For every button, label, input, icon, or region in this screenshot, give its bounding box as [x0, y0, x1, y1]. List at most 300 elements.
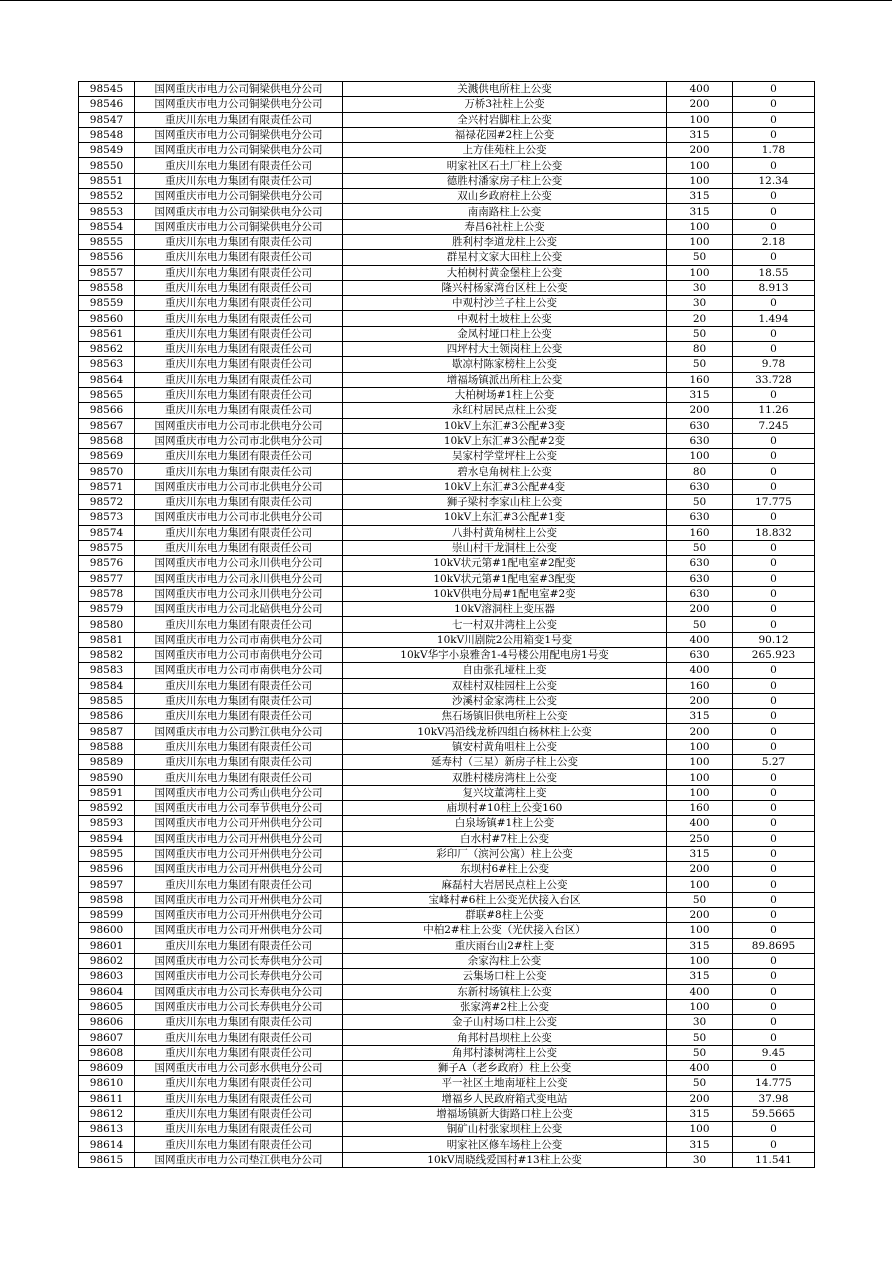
capacity-cell: 100	[667, 755, 733, 770]
capacity-cell: 630	[667, 586, 733, 601]
value-cell: 0	[733, 1015, 815, 1030]
value-cell: 0	[733, 342, 815, 357]
value-cell: 0	[733, 724, 815, 739]
transformer-name-cell: 增福场镇派出所柱上公变	[343, 372, 667, 387]
value-cell: 11.541	[733, 1152, 815, 1167]
capacity-cell: 50	[667, 1045, 733, 1060]
transformer-name-cell: 双胜村楼房湾柱上公变	[343, 770, 667, 785]
transformer-name-cell: 10kV供电分局#1配电室#2变	[343, 586, 667, 601]
capacity-cell: 200	[667, 403, 733, 418]
transformer-name-cell: 福禄花园#2柱上公变	[343, 127, 667, 142]
table-row	[79, 785, 815, 800]
transformer-name-cell: 余家沟柱上公变	[343, 953, 667, 968]
capacity-cell: 50	[667, 617, 733, 632]
transformer-name-cell: 德胜村潘家房子柱上公变	[343, 173, 667, 188]
value-cell: 0	[733, 464, 815, 479]
table-row	[79, 540, 815, 555]
table-row	[79, 112, 815, 127]
value-cell: 0	[733, 1137, 815, 1152]
company-cell: 国网重庆市电力公司铜梁供电分公司	[135, 127, 343, 142]
capacity-cell: 100	[667, 785, 733, 800]
transformer-name-cell: 张家湾#2柱上公变	[343, 999, 667, 1014]
transformer-name-cell: 群星村文家大田柱上公变	[343, 250, 667, 265]
capacity-cell: 315	[667, 846, 733, 861]
value-cell: 265.923	[733, 647, 815, 662]
company-cell: 国网重庆市电力公司长寿供电分公司	[135, 999, 343, 1014]
value-cell: 0	[733, 586, 815, 601]
capacity-cell: 315	[667, 1106, 733, 1121]
company-cell: 重庆川东电力集团有限责任公司	[135, 1091, 343, 1106]
row-id-cell: 98575	[79, 540, 135, 555]
value-cell: 0	[733, 433, 815, 448]
transformer-name-cell: 寿昌6社柱上公变	[343, 219, 667, 234]
row-id-cell: 98550	[79, 158, 135, 173]
value-cell: 1.78	[733, 143, 815, 158]
value-cell: 9.78	[733, 357, 815, 372]
capacity-cell: 100	[667, 449, 733, 464]
capacity-cell: 50	[667, 1076, 733, 1091]
company-cell: 国网重庆市电力公司市南供电分公司	[135, 647, 343, 662]
table-row	[79, 479, 815, 494]
capacity-cell: 400	[667, 663, 733, 678]
value-cell: 0	[733, 709, 815, 724]
capacity-cell: 100	[667, 112, 733, 127]
table-row	[79, 189, 815, 204]
row-id-cell: 98580	[79, 617, 135, 632]
table-row	[79, 250, 815, 265]
row-id-cell: 98603	[79, 969, 135, 984]
company-cell: 国网重庆市电力公司开州供电分公司	[135, 831, 343, 846]
transformer-name-cell: 中观村沙兰子柱上公变	[343, 296, 667, 311]
row-id-cell: 98562	[79, 342, 135, 357]
table-row	[79, 403, 815, 418]
transformer-name-cell: 10kV上东汇#3公配#4变	[343, 479, 667, 494]
capacity-cell: 100	[667, 265, 733, 280]
value-cell: 0	[733, 97, 815, 112]
row-id-cell: 98604	[79, 984, 135, 999]
capacity-cell: 630	[667, 418, 733, 433]
capacity-cell: 50	[667, 1030, 733, 1045]
row-id-cell: 98577	[79, 571, 135, 586]
row-id-cell: 98592	[79, 800, 135, 815]
table-row	[79, 632, 815, 647]
table-row	[79, 1045, 815, 1060]
company-cell: 国网重庆市电力公司市北供电分公司	[135, 418, 343, 433]
value-cell: 5.27	[733, 755, 815, 770]
row-id-cell: 98596	[79, 862, 135, 877]
transformer-name-cell: 四坪村大土领岗柱上公变	[343, 342, 667, 357]
capacity-cell: 160	[667, 678, 733, 693]
row-id-cell: 98595	[79, 846, 135, 861]
value-cell: 0	[733, 785, 815, 800]
transformer-name-cell: 隆兴村杨家湾台区柱上公变	[343, 280, 667, 295]
row-id-cell: 98564	[79, 372, 135, 387]
capacity-cell: 20	[667, 311, 733, 326]
table-row	[79, 739, 815, 754]
value-cell: 1.494	[733, 311, 815, 326]
row-id-cell: 98576	[79, 556, 135, 571]
capacity-cell: 200	[667, 908, 733, 923]
table-row	[79, 326, 815, 341]
table-row	[79, 755, 815, 770]
row-id-cell: 98589	[79, 755, 135, 770]
capacity-cell: 100	[667, 234, 733, 249]
company-cell: 重庆川东电力集团有限责任公司	[135, 158, 343, 173]
transformer-name-cell: 宝峰村#6柱上公变光伏接入台区	[343, 892, 667, 907]
table-row	[79, 173, 815, 188]
company-cell: 国网重庆市电力公司开州供电分公司	[135, 846, 343, 861]
value-cell: 37.98	[733, 1091, 815, 1106]
table-row	[79, 311, 815, 326]
company-cell: 国网重庆市电力公司彭水供电分公司	[135, 1061, 343, 1076]
data-table-container	[78, 81, 814, 1168]
company-cell: 国网重庆市电力公司铜梁供电分公司	[135, 143, 343, 158]
table-row	[79, 709, 815, 724]
value-cell: 9.45	[733, 1045, 815, 1060]
company-cell: 重庆川东电力集团有限责任公司	[135, 877, 343, 892]
capacity-cell: 400	[667, 1061, 733, 1076]
row-id-cell: 98555	[79, 234, 135, 249]
value-cell: 0	[733, 831, 815, 846]
transformer-name-cell: 胜利村李道龙柱上公变	[343, 234, 667, 249]
row-id-cell: 98598	[79, 892, 135, 907]
value-cell: 0	[733, 693, 815, 708]
company-cell: 国网重庆市电力公司黔江供电分公司	[135, 724, 343, 739]
row-id-cell: 98607	[79, 1030, 135, 1045]
capacity-cell: 315	[667, 1137, 733, 1152]
row-id-cell: 98568	[79, 433, 135, 448]
company-cell: 国网重庆市电力公司永川供电分公司	[135, 556, 343, 571]
company-cell: 国网重庆市电力公司开州供电分公司	[135, 862, 343, 877]
value-cell: 0	[733, 617, 815, 632]
value-cell: 0	[733, 969, 815, 984]
transformer-name-cell: 关溅供电所柱上公变	[343, 82, 667, 97]
table-row	[79, 923, 815, 938]
company-cell: 重庆川东电力集团有限责任公司	[135, 709, 343, 724]
capacity-cell: 200	[667, 693, 733, 708]
row-id-cell: 98591	[79, 785, 135, 800]
transformer-name-cell: 双山乡政府柱上公变	[343, 189, 667, 204]
table-row	[79, 1122, 815, 1137]
value-cell: 0	[733, 862, 815, 877]
row-id-cell: 98579	[79, 602, 135, 617]
value-cell: 0	[733, 82, 815, 97]
capacity-cell: 630	[667, 647, 733, 662]
company-cell: 重庆川东电力集团有限责任公司	[135, 372, 343, 387]
company-cell: 重庆川东电力集团有限责任公司	[135, 678, 343, 693]
transformer-name-cell: 庙坝村#10柱上公变160	[343, 800, 667, 815]
capacity-cell: 630	[667, 556, 733, 571]
table-row	[79, 1030, 815, 1045]
company-cell: 重庆川东电力集团有限责任公司	[135, 770, 343, 785]
company-cell: 重庆川东电力集团有限责任公司	[135, 693, 343, 708]
row-id-cell: 98606	[79, 1015, 135, 1030]
company-cell: 重庆川东电力集团有限责任公司	[135, 387, 343, 402]
row-id-cell: 98593	[79, 816, 135, 831]
row-id-cell: 98611	[79, 1091, 135, 1106]
table-row	[79, 892, 815, 907]
transformer-name-cell: 增福场镇新大街路口柱上公变	[343, 1106, 667, 1121]
company-cell: 重庆川东电力集团有限责任公司	[135, 280, 343, 295]
row-id-cell: 98573	[79, 510, 135, 525]
table-row	[79, 127, 815, 142]
table-row	[79, 82, 815, 97]
transformer-name-cell: 万桥3社柱上公变	[343, 97, 667, 112]
transformer-table	[78, 81, 815, 1168]
transformer-name-cell: 大柏树村黄金堡柱上公变	[343, 265, 667, 280]
table-row	[79, 724, 815, 739]
transformer-name-cell: 吴家村学堂坪柱上公变	[343, 449, 667, 464]
capacity-cell: 200	[667, 143, 733, 158]
transformer-name-cell: 10kV川剧院2公用箱变1号变	[343, 632, 667, 647]
row-id-cell: 98613	[79, 1122, 135, 1137]
capacity-cell: 30	[667, 280, 733, 295]
transformer-name-cell: 七一村双井湾柱上公变	[343, 617, 667, 632]
company-cell: 国网重庆市电力公司市南供电分公司	[135, 663, 343, 678]
transformer-name-cell: 白水村#7柱上公变	[343, 831, 667, 846]
row-id-cell: 98610	[79, 1076, 135, 1091]
capacity-cell: 80	[667, 342, 733, 357]
row-id-cell: 98554	[79, 219, 135, 234]
table-row	[79, 647, 815, 662]
table-row	[79, 969, 815, 984]
company-cell: 重庆川东电力集团有限责任公司	[135, 250, 343, 265]
table-row	[79, 617, 815, 632]
table-row	[79, 449, 815, 464]
row-id-cell: 98565	[79, 387, 135, 402]
value-cell: 59.5665	[733, 1106, 815, 1121]
table-row	[79, 97, 815, 112]
transformer-name-cell: 延寿村（三星）新房子柱上公变	[343, 755, 667, 770]
company-cell: 国网重庆市电力公司开州供电分公司	[135, 923, 343, 938]
capacity-cell: 100	[667, 173, 733, 188]
value-cell: 0	[733, 1030, 815, 1045]
row-id-cell: 98585	[79, 693, 135, 708]
capacity-cell: 80	[667, 464, 733, 479]
table-row	[79, 862, 815, 877]
value-cell: 0	[733, 219, 815, 234]
value-cell: 0	[733, 846, 815, 861]
table-row	[79, 678, 815, 693]
row-id-cell: 98594	[79, 831, 135, 846]
value-cell: 0	[733, 158, 815, 173]
row-id-cell: 98546	[79, 97, 135, 112]
table-row	[79, 510, 815, 525]
company-cell: 重庆川东电力集团有限责任公司	[135, 326, 343, 341]
company-cell: 重庆川东电力集团有限责任公司	[135, 265, 343, 280]
table-row	[79, 265, 815, 280]
transformer-name-cell: 镇安村黄角咀柱上公变	[343, 739, 667, 754]
row-id-cell: 98560	[79, 311, 135, 326]
transformer-name-cell: 明家社区修车场柱上公变	[343, 1137, 667, 1152]
transformer-name-cell: 金子山村场口柱上公变	[343, 1015, 667, 1030]
company-cell: 国网重庆市电力公司市南供电分公司	[135, 632, 343, 647]
transformer-name-cell: 平一社区土地南垭柱上公变	[343, 1076, 667, 1091]
table-row	[79, 204, 815, 219]
value-cell: 11.26	[733, 403, 815, 418]
company-cell: 重庆川东电力集团有限责任公司	[135, 311, 343, 326]
capacity-cell: 30	[667, 296, 733, 311]
capacity-cell: 200	[667, 602, 733, 617]
transformer-name-cell: 东坝村6#柱上公变	[343, 862, 667, 877]
capacity-cell: 100	[667, 999, 733, 1014]
row-id-cell: 98582	[79, 647, 135, 662]
company-cell: 国网重庆市电力公司市北供电分公司	[135, 510, 343, 525]
value-cell: 0	[733, 540, 815, 555]
capacity-cell: 50	[667, 892, 733, 907]
table-body	[79, 82, 815, 1168]
value-cell: 0	[733, 1061, 815, 1076]
row-id-cell: 98614	[79, 1137, 135, 1152]
value-cell: 0	[733, 816, 815, 831]
table-row	[79, 525, 815, 540]
transformer-name-cell: 角邦村漆树湾柱上公变	[343, 1045, 667, 1060]
value-cell: 0	[733, 510, 815, 525]
table-row	[79, 984, 815, 999]
capacity-cell: 100	[667, 877, 733, 892]
transformer-name-cell: 永红村居民点柱上公变	[343, 403, 667, 418]
capacity-cell: 630	[667, 510, 733, 525]
value-cell: 0	[733, 800, 815, 815]
company-cell: 重庆川东电力集团有限责任公司	[135, 1045, 343, 1060]
company-cell: 国网重庆市电力公司开州供电分公司	[135, 908, 343, 923]
transformer-name-cell: 增福乡人民政府箱式变电站	[343, 1091, 667, 1106]
transformer-name-cell: 白泉场镇#1柱上公变	[343, 816, 667, 831]
company-cell: 重庆川东电力集团有限责任公司	[135, 173, 343, 188]
transformer-name-cell: 崇山村干龙洞柱上公变	[343, 540, 667, 555]
company-cell: 重庆川东电力集团有限责任公司	[135, 1137, 343, 1152]
transformer-name-cell: 焦石场镇旧供电所柱上公变	[343, 709, 667, 724]
capacity-cell: 630	[667, 433, 733, 448]
company-cell: 重庆川东电力集团有限责任公司	[135, 1106, 343, 1121]
table-row	[79, 602, 815, 617]
table-row	[79, 464, 815, 479]
company-cell: 国网重庆市电力公司奉节供电分公司	[135, 800, 343, 815]
capacity-cell: 50	[667, 540, 733, 555]
transformer-name-cell: 全兴村岩脚柱上公变	[343, 112, 667, 127]
table-row	[79, 586, 815, 601]
row-id-cell: 98551	[79, 173, 135, 188]
capacity-cell: 50	[667, 326, 733, 341]
transformer-name-cell: 10kV状元第#1配电室#2配变	[343, 556, 667, 571]
company-cell: 国网重庆市电力公司垫江供电分公司	[135, 1152, 343, 1167]
transformer-name-cell: 彩印厂（滨河公寓）柱上公变	[343, 846, 667, 861]
value-cell: 0	[733, 877, 815, 892]
capacity-cell: 315	[667, 189, 733, 204]
capacity-cell: 315	[667, 938, 733, 953]
company-cell: 国网重庆市电力公司永川供电分公司	[135, 571, 343, 586]
row-id-cell: 98548	[79, 127, 135, 142]
company-cell: 重庆川东电力集团有限责任公司	[135, 1122, 343, 1137]
transformer-name-cell: 大柏树场#1柱上公变	[343, 387, 667, 402]
transformer-name-cell: 中柏2#柱上公变（光伏接入台区）	[343, 923, 667, 938]
value-cell: 0	[733, 892, 815, 907]
transformer-name-cell: 云集场口柱上公变	[343, 969, 667, 984]
table-row	[79, 342, 815, 357]
row-id-cell: 98567	[79, 418, 135, 433]
capacity-cell: 160	[667, 800, 733, 815]
row-id-cell: 98578	[79, 586, 135, 601]
company-cell: 重庆川东电力集团有限责任公司	[135, 1030, 343, 1045]
table-row	[79, 1091, 815, 1106]
transformer-name-cell: 双桂村双桂园柱上公变	[343, 678, 667, 693]
table-row	[79, 219, 815, 234]
value-cell: 0	[733, 296, 815, 311]
row-id-cell: 98556	[79, 250, 135, 265]
company-cell: 重庆川东电力集团有限责任公司	[135, 755, 343, 770]
transformer-name-cell: 10kV华宇小泉雅舍1-4号楼公用配电房1号变	[343, 647, 667, 662]
capacity-cell: 630	[667, 571, 733, 586]
row-id-cell: 98572	[79, 495, 135, 510]
company-cell: 国网重庆市电力公司秀山供电分公司	[135, 785, 343, 800]
transformer-name-cell: 沙溪村金家湾柱上公变	[343, 693, 667, 708]
table-row	[79, 1015, 815, 1030]
value-cell: 0	[733, 112, 815, 127]
table-row	[79, 1152, 815, 1167]
value-cell: 17.775	[733, 495, 815, 510]
row-id-cell: 98601	[79, 938, 135, 953]
capacity-cell: 100	[667, 770, 733, 785]
table-row	[79, 953, 815, 968]
capacity-cell: 200	[667, 1091, 733, 1106]
table-row	[79, 280, 815, 295]
company-cell: 国网重庆市电力公司铜梁供电分公司	[135, 82, 343, 97]
table-row	[79, 158, 815, 173]
capacity-cell: 200	[667, 724, 733, 739]
company-cell: 国网重庆市电力公司铜梁供电分公司	[135, 97, 343, 112]
company-cell: 重庆川东电力集团有限责任公司	[135, 357, 343, 372]
row-id-cell: 98571	[79, 479, 135, 494]
company-cell: 重庆川东电力集团有限责任公司	[135, 296, 343, 311]
transformer-name-cell: 上方佳苑柱上公变	[343, 143, 667, 158]
capacity-cell: 315	[667, 204, 733, 219]
capacity-cell: 630	[667, 479, 733, 494]
value-cell: 0	[733, 326, 815, 341]
transformer-name-cell: 明家社区石土厂柱上公变	[343, 158, 667, 173]
company-cell: 重庆川东电力集团有限责任公司	[135, 342, 343, 357]
capacity-cell: 100	[667, 219, 733, 234]
row-id-cell: 98583	[79, 663, 135, 678]
transformer-name-cell: 东新村场镇柱上公变	[343, 984, 667, 999]
table-row	[79, 831, 815, 846]
capacity-cell: 315	[667, 709, 733, 724]
company-cell: 国网重庆市电力公司开州供电分公司	[135, 892, 343, 907]
table-row	[79, 1106, 815, 1121]
company-cell: 重庆川东电力集团有限责任公司	[135, 540, 343, 555]
company-cell: 重庆川东电力集团有限责任公司	[135, 1076, 343, 1091]
value-cell: 0	[733, 602, 815, 617]
value-cell: 0	[733, 999, 815, 1014]
capacity-cell: 50	[667, 250, 733, 265]
company-cell: 国网重庆市电力公司开州供电分公司	[135, 816, 343, 831]
transformer-name-cell: 歇凉村陈家榜柱上公变	[343, 357, 667, 372]
row-id-cell: 98590	[79, 770, 135, 785]
capacity-cell: 400	[667, 82, 733, 97]
transformer-name-cell: 10kV周晓线爱国村#13柱上公变	[343, 1152, 667, 1167]
company-cell: 重庆川东电力集团有限责任公司	[135, 617, 343, 632]
company-cell: 重庆川东电力集团有限责任公司	[135, 403, 343, 418]
capacity-cell: 50	[667, 495, 733, 510]
row-id-cell: 98605	[79, 999, 135, 1014]
company-cell: 重庆川东电力集团有限责任公司	[135, 938, 343, 953]
table-row	[79, 433, 815, 448]
table-row	[79, 357, 815, 372]
table-row	[79, 556, 815, 571]
transformer-name-cell: 群联#8柱上公变	[343, 908, 667, 923]
value-cell: 0	[733, 250, 815, 265]
table-row	[79, 296, 815, 311]
row-id-cell: 98549	[79, 143, 135, 158]
